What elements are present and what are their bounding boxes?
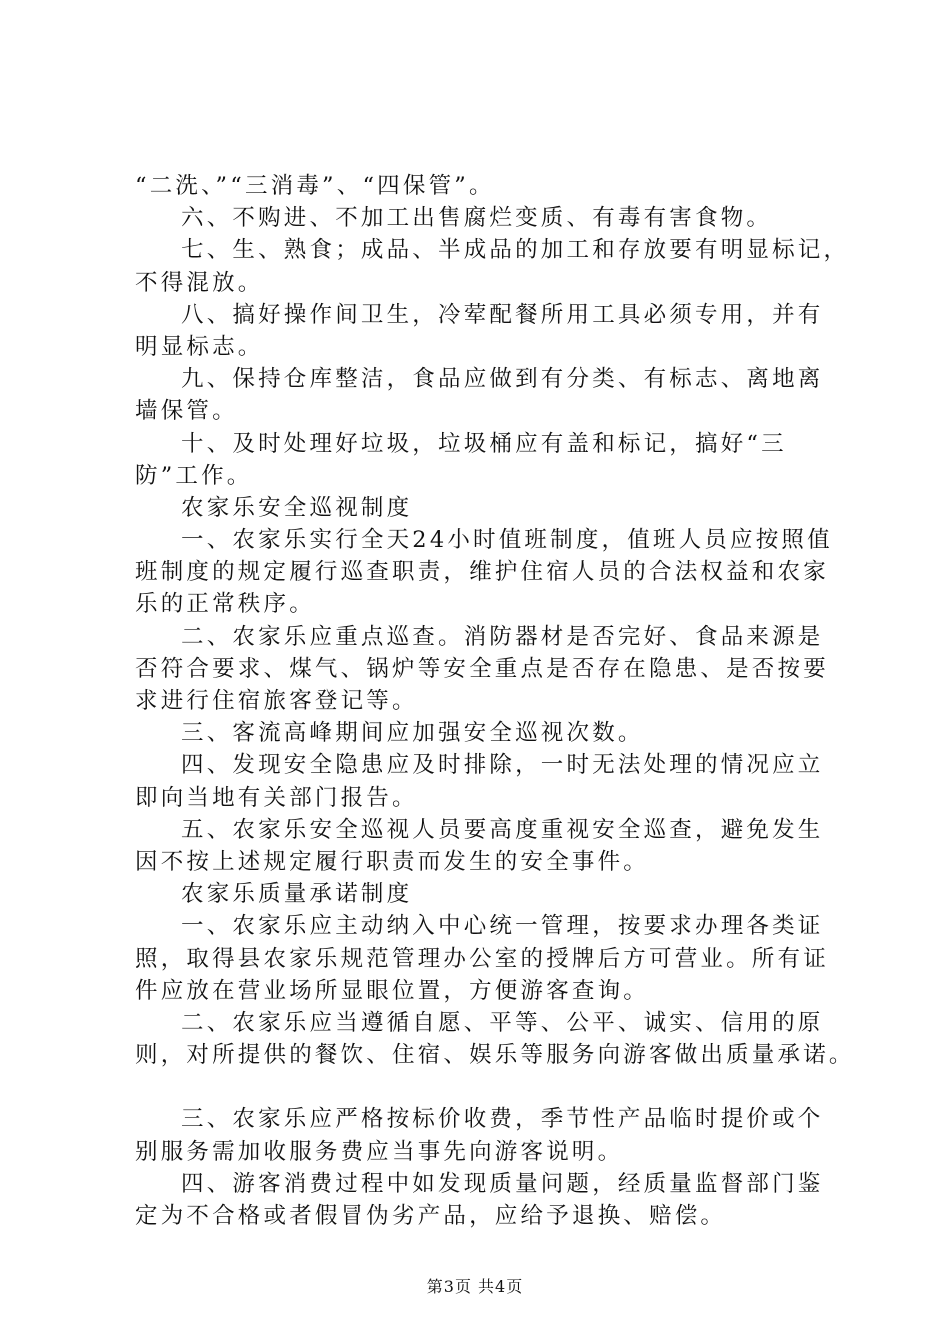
text-line: 四、发现安全隐患应及时排除，一时无法处理的情况应立	[181, 752, 824, 779]
text-line: 二、农家乐应重点巡查。消防器材是否完好、食品来源是	[181, 623, 824, 650]
text-line: 九、保持仓库整洁，食品应做到有分类、有标志、离地离	[181, 366, 824, 393]
text-line: 八、搞好操作间卫生，冷荤配餐所用工具必须专用，并有	[181, 301, 824, 328]
text-line: 即向当地有关部门报告。	[135, 784, 418, 811]
text-line: 墙保管。	[135, 398, 238, 425]
text-line: 四、游客消费过程中如发现质量问题，经质量监督部门鉴	[181, 1170, 824, 1197]
text-line: 二、农家乐应当遵循自愿、平等、公平、诚实、信用的原	[181, 1009, 824, 1036]
text-line: 乐的正常秩序。	[135, 591, 315, 618]
text-line: 则，对所提供的餐饮、住宿、娱乐等服务向游客做出质量承诺。	[135, 1042, 855, 1069]
text-line: 定为不合格或者假冒伪劣产品，应给予退换、赔偿。	[135, 1203, 727, 1229]
document-body	[135, 170, 855, 1232]
text-line: 否符合要求、煤气、锅炉等安全重点是否存在隐患、是否按要	[135, 655, 829, 682]
text-line: 防”工作。	[135, 462, 253, 489]
text-line: 一、农家乐实行全天24小时值班制度，值班人员应按照值	[181, 527, 833, 554]
text-line: 七、生、熟食；成品、半成品的加工和存放要有明显标记，	[181, 237, 850, 264]
text-line: 因不按上述规定履行职责而发生的安全事件。	[135, 848, 650, 875]
text-line: 件应放在营业场所显眼位置，方便游客查询。	[135, 977, 650, 1004]
text-line: 不得混放。	[135, 269, 264, 296]
text-line: “二洗、”“三消毒”、“四保管”。	[135, 173, 495, 199]
text-line: 三、农家乐应严格按标价收费，季节性产品临时提价或个	[181, 1106, 824, 1133]
text-line: 六、不购进、不加工出售腐烂变质、有毒有害食物。	[181, 205, 773, 232]
text-line: 别服务需加收服务费应当事先向游客说明。	[135, 1138, 624, 1165]
text-line: 班制度的规定履行巡查职责，维护住宿人员的合法权益和农家	[135, 559, 829, 586]
text-line: 明显标志。	[135, 333, 264, 360]
text-line: 三、客流高峰期间应加强安全巡视次数。	[181, 720, 644, 747]
page-number-footer: 第3页 共4页	[426, 1277, 524, 1296]
blank-line	[135, 1071, 855, 1103]
text-line: 照，取得县农家乐规范管理办公室的授牌后方可营业。所有证	[135, 945, 829, 972]
text-line: 求进行住宿旅客登记等。	[135, 688, 418, 714]
text-line: 十、及时处理好垃圾，垃圾桶应有盖和标记，搞好“三	[181, 430, 787, 457]
section-heading-quality-commitment: 农家乐质量承诺制度	[181, 881, 413, 908]
text-line: 五、农家乐安全巡视人员要高度重视安全巡查，避免发生	[181, 816, 824, 843]
text-line: 一、农家乐应主动纳入中心统一管理，按要求办理各类证	[181, 913, 824, 940]
section-heading-safety-patrol: 农家乐安全巡视制度	[181, 494, 413, 521]
